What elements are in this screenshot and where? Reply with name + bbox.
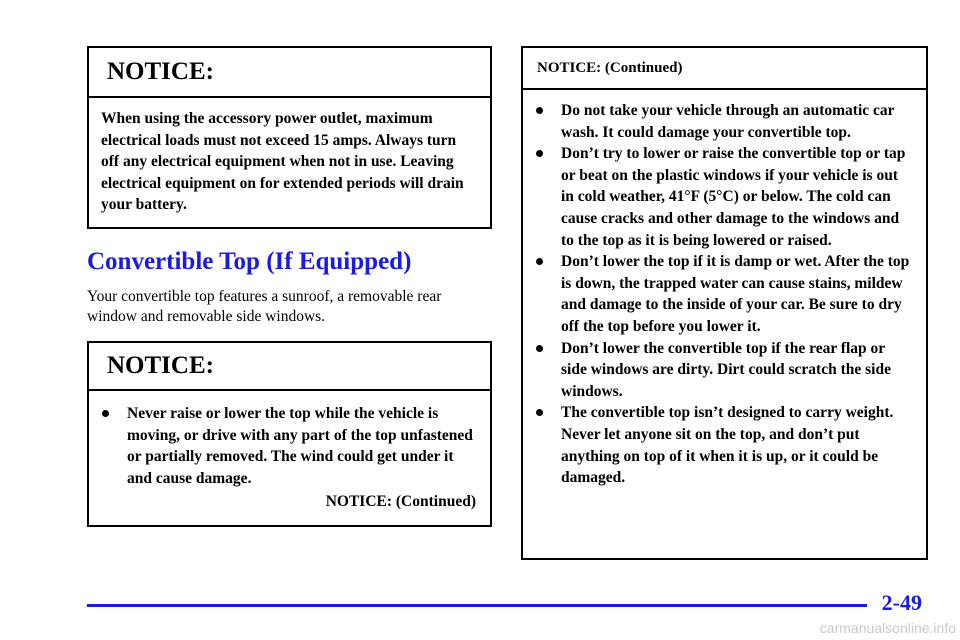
watermark-text[interactable]: carmanualsonline.info xyxy=(819,620,956,636)
list-item xyxy=(523,338,914,403)
notice-list xyxy=(523,100,914,489)
notice-body xyxy=(523,90,926,489)
section-intro: Your convertible top features a sunroof, a removable rear window and removable side windows. xyxy=(87,288,442,325)
list-item xyxy=(89,403,490,489)
notice-title: NOTICE: (Continued) xyxy=(523,48,926,90)
footer-rule xyxy=(87,604,867,607)
list-item xyxy=(523,143,914,251)
page-number: 2-49 xyxy=(881,590,922,615)
notice-body: When using the accessory power outlet, maximum electrical loads must not exceed 15 amps. Always turn off any electrical equipment when not in use. Leaving electrical equipment on for extended periods will drain your battery. xyxy=(101,110,464,214)
list-item-text: Don’t try to lower or raise the convertible top or tap or beat on the plastic windows if your vehicle is out in cold weather, 41°F (5°C) or below. The cold can cause cracks and other damage to the windows and to the top as it is being lowered or raised. xyxy=(561,145,906,249)
list-item-text: The convertible top isn’t designed to carry weight. Never let anyone sit on the top, and don’t put anything on top of it when it is up, or it could be damaged. xyxy=(561,404,894,487)
list-item-text: Don’t lower the top if it is damp or wet. After the top is down, the trapped water can cause stains, mildew and damage to the inside of your car. Be sure to dry off the top before you lower it. xyxy=(561,253,910,335)
notice-list xyxy=(89,403,490,489)
list-item xyxy=(523,251,914,337)
notice-body xyxy=(89,391,490,513)
list-item xyxy=(523,402,914,488)
notice-box-continued xyxy=(521,46,928,560)
list-item-text: Don’t lower the convertible top if the rear flap or side windows are dirty. Dirt could scratch the side windows. xyxy=(561,339,891,400)
continued-label: NOTICE: (Continued) xyxy=(325,493,476,511)
section-heading: Convertible Top (If Equipped) xyxy=(87,248,412,275)
list-item xyxy=(523,100,914,143)
notice-title: NOTICE: xyxy=(89,343,490,391)
bullet-icon xyxy=(536,345,543,352)
bullet-icon xyxy=(536,150,543,157)
list-item-text: Do not take your vehicle through an automatic car wash. It could damage your convertible top. xyxy=(561,102,895,141)
notice-title: NOTICE: xyxy=(89,48,490,98)
list-item-text: Never raise or lower the top while the vehicle is moving, or drive with any part of the top unfastened or partially removed. The wind could get under it and cause damage. xyxy=(127,405,473,487)
bullet-icon xyxy=(536,107,543,114)
bullet-icon xyxy=(536,258,543,265)
bullet-icon xyxy=(536,409,543,416)
notice-box-convertible-top xyxy=(87,341,492,527)
bullet-icon xyxy=(102,410,109,417)
notice-box-power-outlet xyxy=(87,46,492,229)
